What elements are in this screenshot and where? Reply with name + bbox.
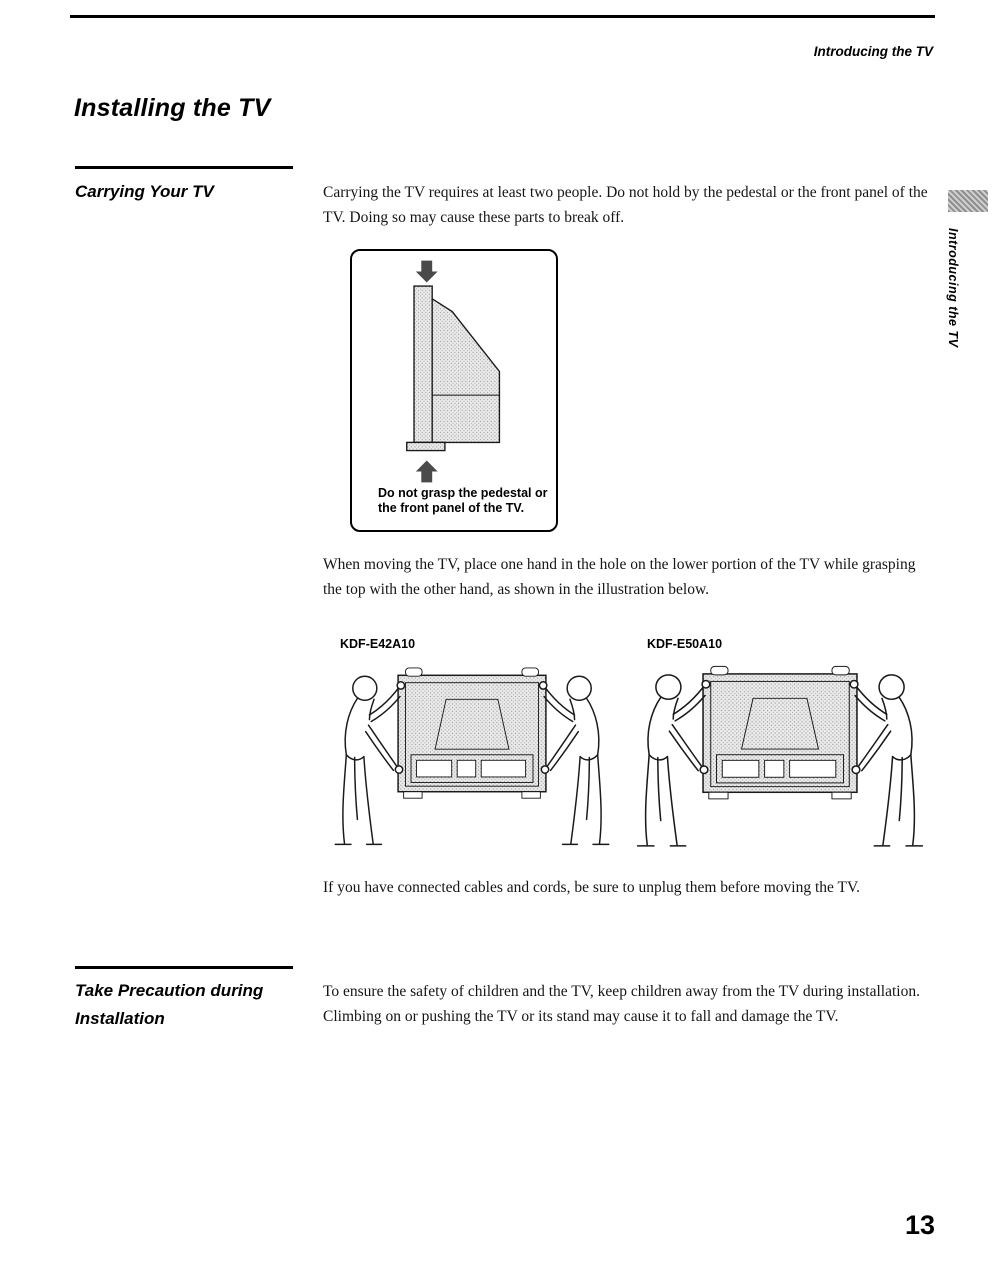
tv-profile-shape — [407, 286, 500, 450]
section-heading-precaution: Take Precaution during Installation — [75, 981, 264, 1028]
cables-paragraph: If you have connected cables and cords, be sure to unplug them before moving the TV. — [323, 879, 861, 896]
figure-do-not-grasp — [350, 249, 558, 532]
tv-side-view-illustration — [363, 257, 545, 486]
chapter-tab-label: Introducing the TV — [946, 228, 960, 348]
running-header: Introducing the TV — [813, 44, 933, 59]
section-heading-carrying: Carrying Your TV — [75, 182, 214, 201]
left-person-figure — [638, 675, 710, 846]
model-label-kdf-e42a10: KDF-E42A10 — [340, 637, 416, 651]
section-rule-carrying — [75, 166, 293, 169]
right-person-figure — [539, 676, 608, 844]
precaution-paragraph: To ensure the safety of children and the TV, keep children away from the TV during installation. Climbing on or pushing the TV or its stand may cause it to fall and damage the TV. — [323, 983, 920, 1025]
right-person-figure — [850, 675, 922, 846]
up-arrow-icon — [416, 461, 438, 483]
figure-caption: Do not grasp the pedestal or the front panel of the TV. — [378, 486, 548, 515]
page-number: 13 — [904, 1210, 935, 1240]
moving-paragraph: When moving the TV, place one hand in the hole on the lower portion of the TV while grasping the top with the other hand, as shown in the illustration below. — [323, 556, 916, 598]
page-title: Installing the TV — [74, 94, 271, 122]
tv-back-shape — [398, 668, 546, 798]
left-person-figure — [335, 676, 404, 844]
carrying-illustration-kdf-e50a10 — [628, 657, 932, 859]
tv-back-shape — [703, 666, 857, 798]
carrying-illustration-kdf-e42a10 — [326, 657, 618, 859]
top-rule — [70, 15, 935, 18]
section-rule-precaution — [75, 966, 293, 969]
model-label-kdf-e50a10: KDF-E50A10 — [647, 637, 723, 651]
chapter-tab-badge — [948, 190, 988, 212]
down-arrow-icon — [416, 261, 438, 283]
carrying-intro-paragraph: Carrying the TV requires at least two people. Do not hold by the pedestal or the front panel of the TV. Doing so may cause these parts to break off. — [323, 184, 928, 226]
